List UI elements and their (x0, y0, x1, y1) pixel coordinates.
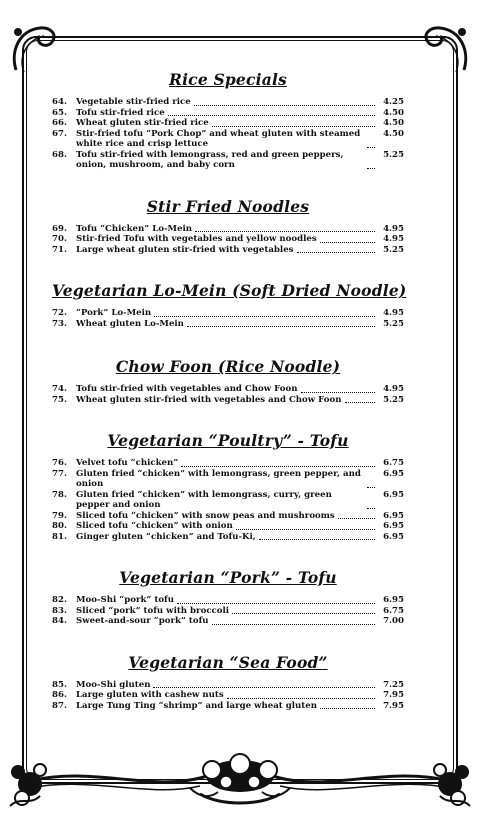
menu-item: 77. Gluten fried “chicken” with lemongrass, green pepper, and onion 6.95 (52, 468, 404, 489)
menu-item: 71. Large wheat gluten stir-fried with vegetables 5.25 (52, 244, 404, 255)
section-vegetarian-pork (52, 568, 404, 627)
top-right-flourish-icon (414, 20, 474, 80)
menu-item: 73. Wheat gluten Lo-Mein 5.25 (52, 318, 404, 329)
menu-items (52, 595, 404, 627)
menu-items (52, 97, 404, 171)
bottom-floral-border-icon (0, 736, 480, 823)
left-flower-cluster (10, 764, 46, 806)
menu-item: 65. Tofu stir-fried rice 4.50 (52, 107, 404, 118)
section-vegetarian-poultry (52, 431, 404, 542)
menu-item: 79. Sliced tofu “chicken” with snow peas and mushrooms 6.95 (52, 510, 404, 521)
section-title: Vegetarian “Sea Food” (128, 652, 328, 672)
menu-item: 72. “Pork” Lo-Mein 4.95 (52, 308, 404, 318)
section-title: Vegetarian “Pork” - Tofu (119, 568, 337, 587)
menu-item: 68. Tofu stir-fried with lemongrass, red and green peppers, onion, mushroom, and baby corn 5.25 (52, 149, 404, 170)
section-chow-foon (52, 357, 404, 405)
menu-item: 69. Tofu “Chicken” Lo-Mein 4.95 (52, 223, 404, 234)
menu-item: 67. Stir-fried tofu “Pork Chop” and wheat gluten with steamed white rice and crisp lettuce 4.50 (52, 128, 404, 149)
section-title: Chow Foon (Rice Noodle) (115, 357, 341, 376)
section-title: Stir Fried Noodles (146, 196, 310, 216)
menu-item: 80. Sliced tofu “chicken” with onion 6.95 (52, 521, 404, 531)
section-title: Rice Specials (169, 70, 287, 89)
menu-item: 78. Gluten fried “chicken” with lemongrass, curry, green pepper and onion 6.95 (52, 489, 404, 510)
menu-items (52, 384, 404, 405)
menu-item: 76. Velvet tofu “chicken” 6.75 (52, 458, 404, 468)
menu-item: 81. Ginger gluten “chicken” and Tofu-Ki, 6.95 (52, 531, 404, 542)
menu-content (52, 66, 407, 711)
menu-item: 64. Vegetable stir-fried rice 4.25 (52, 97, 404, 107)
menu-item: 82. Moo-Shi “pork” tofu 6.95 (52, 595, 404, 605)
menu-items (52, 458, 404, 542)
menu-item: 74. Tofu stir-fried with vegetables and Chow Foon 4.95 (52, 384, 404, 394)
section-vegetarian-lo-mein (52, 281, 407, 329)
menu-item: 75. Wheat gluten stir-fried with vegetables and Chow Foon 5.25 (52, 394, 404, 405)
menu-item: 84. Sweet-and-sour “pork” tofu 7.00 (52, 616, 404, 626)
menu-items (52, 224, 404, 256)
menu-item: 70. Stir-fried Tofu with vegetables and yellow noodles 4.95 (52, 234, 404, 244)
menu-item: 87. Large Tung Ting “shrimp” and large wheat gluten 7.95 (52, 700, 404, 711)
menu-items (52, 308, 404, 329)
right-flower-cluster (434, 764, 470, 806)
section-title: Vegetarian “Poultry” - Tofu (107, 431, 349, 450)
section-stir-fried-noodles (52, 197, 404, 256)
section-vegetarian-sea-food (52, 653, 404, 712)
menu-item: 86. Large gluten with cashew nuts 7.95 (52, 690, 404, 700)
center-flower-cluster (190, 754, 290, 803)
menu-item: 83. Sliced “pork” tofu with broccoli 6.75 (52, 605, 404, 616)
menu-item: 85. Moo-Shi gluten 7.25 (52, 679, 404, 690)
menu-item: 66. Wheat gluten stir-fried rice 4.50 (52, 118, 404, 128)
section-title: Vegetarian Lo-Mein (Soft Dried Noodle) (52, 281, 407, 300)
menu-items (52, 680, 404, 712)
section-rice-specials (52, 70, 404, 171)
